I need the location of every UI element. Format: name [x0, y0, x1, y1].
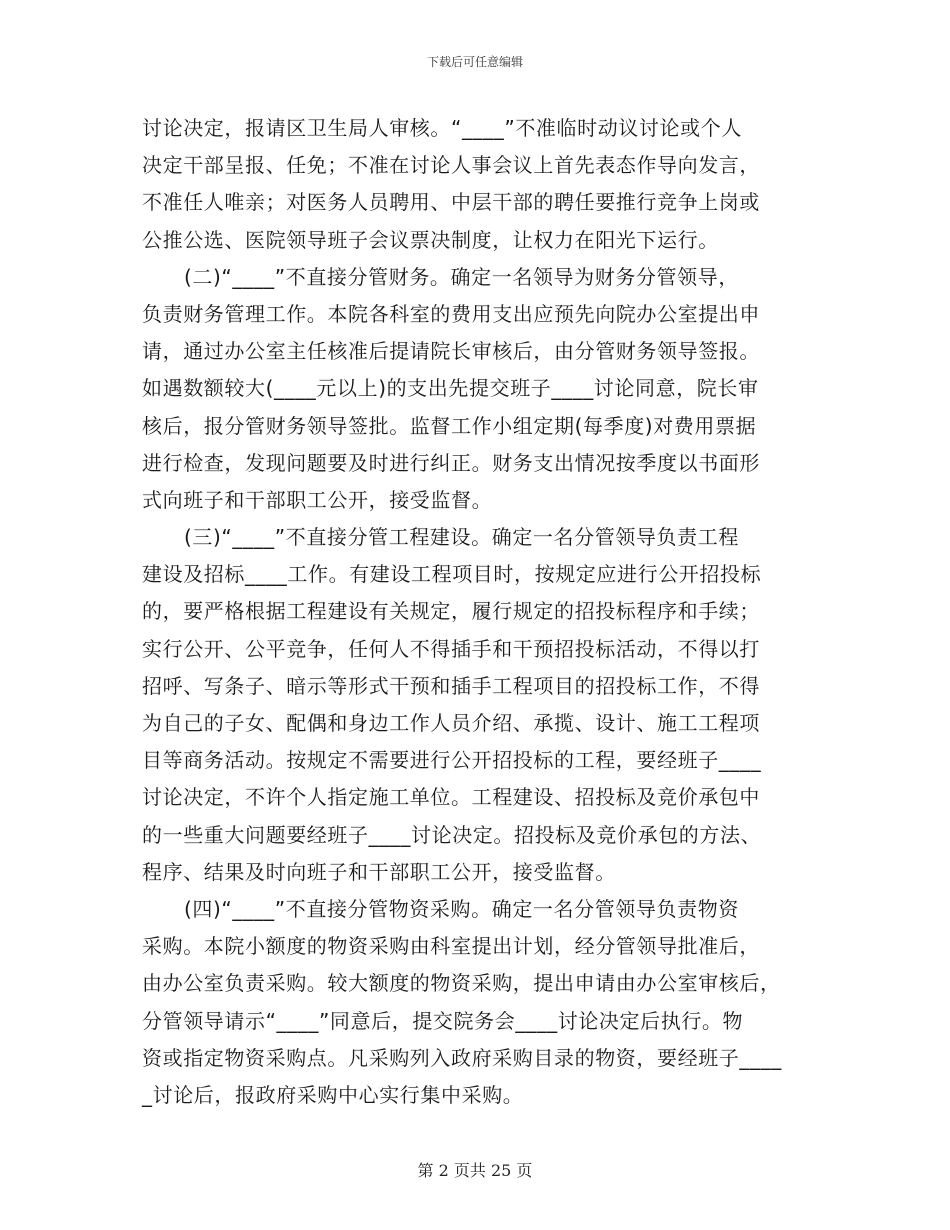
section-4-heading-line: (四)“____”不直接分管物资采购。确定一名分管领导负责物资 — [184, 896, 739, 921]
text-line: 讨论决定，报请区卫生局人审核。“____”不准临时动议讨论或个人 — [142, 116, 742, 140]
text-line: 核后，报分管财务领导签批。监督工作小组定期(每季度)对费用票据 — [142, 413, 757, 438]
text-line: 实行公开、公平竞争，任何人不得插手和干预招投标活动，不得以打 — [142, 636, 760, 661]
section-2-heading-line: (二)“____”不直接分管财务。确定一名领导为财务分管领导， — [184, 264, 739, 289]
text-line: 招呼、写条子、暗示等形式干预和插手工程项目的招投标工作，不得 — [142, 673, 760, 698]
section-3-heading-line: (三)“____”不直接分管工程建设。确定一名分管领导负责工程 — [184, 525, 739, 550]
text-line: 建设及招标____工作。有建设工程项目时，按规定应进行公开招投标 — [142, 562, 762, 587]
text-line: 如遇数额较大(____元以上)的支出先提交班子____讨论同意，院长审 — [142, 376, 759, 401]
text-line: 的一些重大问题要经班子____讨论决定。招投标及竞价承包的方法、 — [142, 822, 762, 847]
text-line: 进行检查，发现问题要及时进行纠正。财务支出情况按季度以书面形 — [142, 450, 760, 475]
page-header: 下载后可任意编辑 — [426, 55, 523, 69]
text-line: 式向班子和干部职工公开，接受监督。 — [142, 487, 493, 512]
text-line: 由办公室负责采购。较大额度的物资采购，提出申请由办公室审核后， — [142, 971, 781, 996]
text-line: 程序、结果及时向班子和干部职工公开，接受监督。 — [142, 859, 616, 884]
text-line: 请，通过办公室主任核准后提请院长审核后，由分管财务领导签报。 — [142, 339, 760, 364]
document-body — [142, 110, 802, 1114]
text-line: 资或指定物资采购点。凡采购列入政府采购目录的物资，要经班子____ — [142, 1045, 782, 1070]
text-line: 公推公选、医院领导班子会议票决制度，让权力在阳光下运行。 — [142, 227, 719, 252]
text-line: 目等商务活动。按规定不需要进行公开招投标的工程，要经班子____ — [142, 748, 762, 773]
text-line: 分管领导请示“____”同意后，提交院务会____讨论决定后执行。物 — [142, 1008, 744, 1033]
text-line: _讨论后，报政府采购中心实行集中采购。 — [142, 1082, 524, 1107]
page-number: 第 2 页共 25 页 — [417, 1161, 533, 1180]
text-line: 不准任人唯亲；对医务人员聘用、中层干部的聘任要推行竞争上岗或 — [142, 190, 760, 215]
text-line: 的，要严格根据工程建设有关规定，履行规定的招投标程序和手续； — [142, 599, 760, 624]
text-line: 讨论决定，不许个人指定施工单位。工程建设、招投标及竞价承包中 — [142, 785, 760, 810]
text-line: 采购。本院小额度的物资采购由科室提出计划，经分管领导批准后， — [142, 934, 760, 959]
text-line: 为自己的子女、配偶和身边工作人员介绍、承揽、设计、施工工程项 — [142, 711, 760, 735]
text-line: 决定干部呈报、任免；不准在讨论人事会议上首先表态作导向发言， — [142, 153, 760, 178]
text-line: 负责财务管理工作。本院各科室的费用支出应预先向院办公室提出申 — [142, 301, 760, 326]
